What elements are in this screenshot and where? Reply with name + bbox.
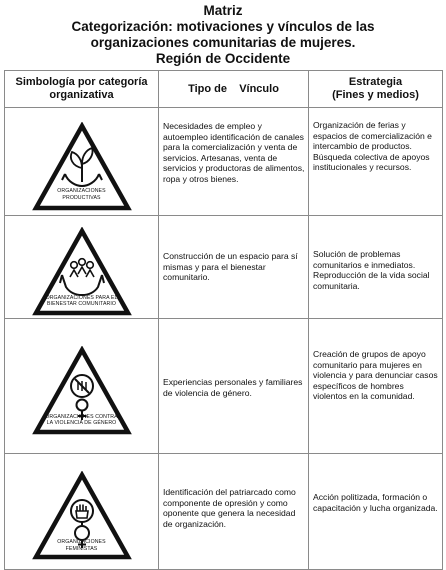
header-link-type: Tipo de Vínculo bbox=[159, 71, 309, 108]
strategy-cell: Acción politizada, formación o capacitación y lucha organizada. bbox=[309, 454, 443, 570]
symbol-cell bbox=[5, 454, 159, 570]
symbol-caption: ORGANIZACIONES CONTRA LA VIOLENCIA DE GÉNERO bbox=[45, 413, 118, 426]
table-row bbox=[5, 454, 443, 570]
strategy-cell: Organización de ferias y espacios de comercialización e intercambio de productos. Búsqueda colectiva de apoyos institucionales y recursos. bbox=[309, 108, 443, 216]
strategy-cell: Solución de problemas comunitarios e inmediatos. Reproducción de la vida social comunitaria. bbox=[309, 216, 443, 319]
title-line-2: Categorización: motivaciones y vínculos de las bbox=[71, 19, 375, 34]
table-row bbox=[5, 319, 443, 454]
table-row bbox=[5, 216, 443, 319]
title-line-1: Matriz bbox=[203, 3, 243, 18]
link-type-cell: Identificación del patriarcado como componente de opresión y como oponente que genera la necesidad de organización. bbox=[159, 454, 309, 570]
strategy-cell: Creación de grupos de apoyo comunitario para mujeres en violencia y para denunciar casos específicos de hombres violentos en la comunidad. bbox=[309, 319, 443, 454]
link-type-cell: Construcción de un espacio para sí mismas y para el bienestar comunitario. bbox=[159, 216, 309, 319]
link-type-cell: Necesidades de empleo y autoempleo identificación de canales para la comercialización y venta de servicios. Artesanas, venta de servicios y productoras de alimentos, ropa y otros bienes. bbox=[159, 108, 309, 216]
header-strategy-line1: Estrategia bbox=[348, 76, 403, 88]
symbol-caption: ORGANIZACIONES FEMINISTAS bbox=[57, 539, 106, 552]
table-header-row bbox=[5, 71, 443, 108]
document-title bbox=[0, 0, 446, 67]
header-strategy-line2: (Fines y medios) bbox=[332, 89, 419, 101]
symbol-cell bbox=[5, 108, 159, 216]
symbol-cell bbox=[5, 319, 159, 454]
link-type-cell: Experiencias personales y familiares de violencia de género. bbox=[159, 319, 309, 454]
header-strategy bbox=[309, 71, 443, 108]
header-symbology: Simbología por categoría organizativa bbox=[5, 71, 159, 108]
symbol-cell bbox=[5, 216, 159, 319]
symbol-caption: ORGANIZACIONES PRODUCTIVAS bbox=[57, 188, 106, 201]
matrix-table bbox=[4, 70, 443, 570]
title-line-3: organizaciones comunitarias de mujeres. bbox=[90, 35, 356, 50]
table-row bbox=[5, 108, 443, 216]
symbol-caption: ORGANIZACIONES PARA EL BIENESTAR COMUNITARIO bbox=[45, 294, 118, 307]
title-line-4: Región de Occidente bbox=[155, 51, 291, 66]
